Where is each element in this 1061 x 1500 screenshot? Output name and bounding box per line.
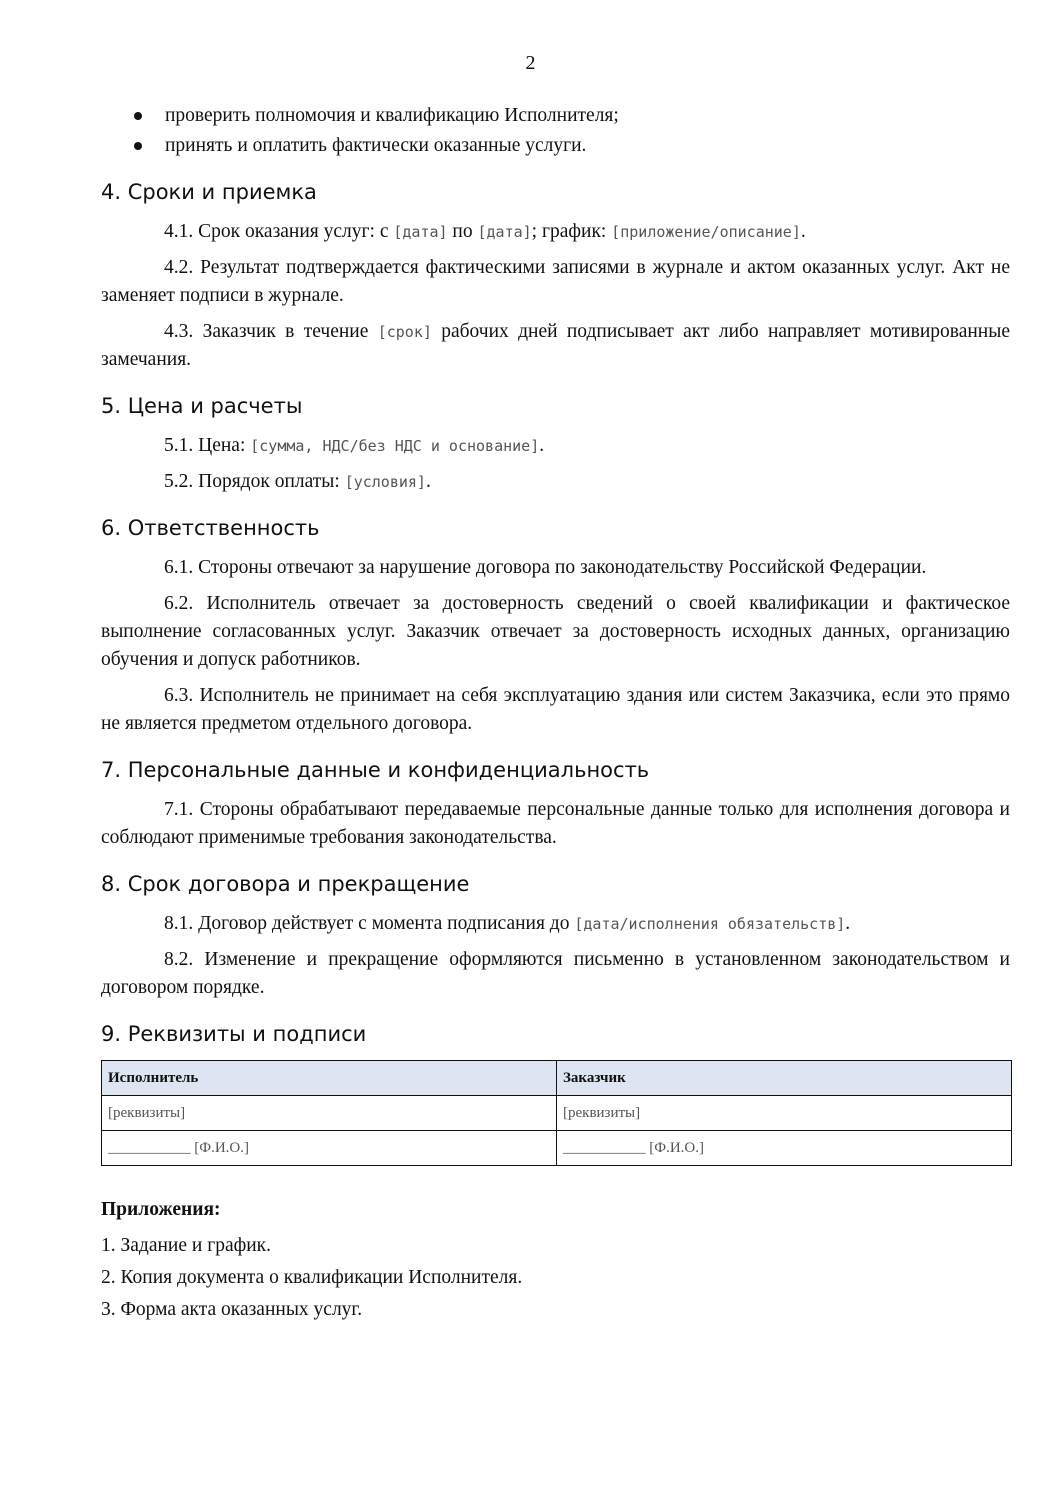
placeholder-text: [приложение/описание] xyxy=(611,223,801,241)
table-row xyxy=(102,1061,1012,1096)
bullet-icon xyxy=(134,142,142,150)
annexes xyxy=(101,1196,1010,1324)
contract-sections xyxy=(101,178,1010,1002)
customer-signature-line: ___________ [Ф.И.О.] xyxy=(557,1131,1012,1166)
list-item xyxy=(101,102,1010,130)
list-item: 2. Копия документа о квалификации Исполнителя. xyxy=(101,1267,523,1288)
customer-header: Заказчик xyxy=(557,1061,1012,1096)
list-item: 1. Задание и график. xyxy=(101,1235,272,1256)
clause-text: 6.3. Исполнитель не принимает на себя эксплуатацию здания или систем Заказчика, если это прямо не является предметом отдельного договора. xyxy=(101,685,1010,734)
list-item-text: принять и оплатить фактически оказанные услуги. xyxy=(165,135,587,156)
clause-text: 4.2. Результат подтверждается фактическими записями в журнале и актом оказанных услуг. Акт не заменяет подписи в журнале. xyxy=(101,257,1010,306)
list-item xyxy=(101,132,1010,160)
clause-text: 5.2. Порядок оплаты: xyxy=(164,471,345,492)
clause-paragraph xyxy=(101,590,1010,674)
clause-text: . xyxy=(425,471,431,492)
contractor-header: Исполнитель xyxy=(102,1061,557,1096)
section-heading: 8. Срок договора и прекращение xyxy=(101,872,470,896)
placeholder-text: [дата] xyxy=(477,223,532,241)
clause-paragraph xyxy=(101,468,1010,496)
contractor-details: [реквизиты] xyxy=(102,1096,557,1131)
list-item: 3. Форма акта оказанных услуг. xyxy=(101,1299,363,1320)
clause-paragraph xyxy=(101,432,1010,460)
clause-text: 7.1. Стороны обрабатывают передаваемые персональные данные только для исполнения договора и соблюдают применимые требования законодательства. xyxy=(101,799,1010,848)
clause-text: 6.2. Исполнитель отвечает за достоверность сведений о своей квалификации и фактическое выполнение согласованных услуг. Заказчик отвечает за достоверность исходных данных, организацию обучения и допуск работников. xyxy=(101,593,1010,670)
table-row xyxy=(102,1096,1012,1131)
clause-paragraph xyxy=(101,554,1010,582)
placeholder-text: [дата/исполнения обязательств] xyxy=(574,915,846,933)
clause-paragraph xyxy=(101,318,1010,374)
clause-paragraph xyxy=(101,218,1010,246)
placeholder-text: [условия] xyxy=(344,473,426,491)
section-heading: 4. Сроки и приемка xyxy=(101,180,317,204)
signatures-table xyxy=(101,1060,1012,1166)
section-heading: 7. Персональные данные и конфиденциальность xyxy=(101,758,650,782)
clause-text: 8.1. Договор действует с момента подписания до xyxy=(164,913,575,934)
clause-paragraph xyxy=(101,682,1010,738)
clause-text: 4.3. Заказчик в течение xyxy=(164,321,378,342)
table-row xyxy=(102,1131,1012,1166)
clause-text: ; график: xyxy=(531,221,612,242)
annexes-title: Приложения: xyxy=(101,1199,221,1220)
placeholder-text: [срок] xyxy=(377,323,432,341)
customer-details: [реквизиты] xyxy=(557,1096,1012,1131)
document-body xyxy=(101,102,1010,1328)
clause-text: 5.1. Цена: xyxy=(164,435,251,456)
clause-text: 8.2. Изменение и прекращение оформляются письменно в установленном законодательством и договором порядке. xyxy=(101,949,1010,998)
annexes-list xyxy=(101,1232,1010,1324)
clause-text: . xyxy=(800,221,806,242)
obligations-list xyxy=(101,102,1010,160)
clause-text: . xyxy=(845,913,851,934)
clause-text: рабочих дней подписывает акт либо направляет мотивированные замечания. xyxy=(101,321,1010,370)
clause-paragraph xyxy=(101,254,1010,310)
clause-text: по xyxy=(447,221,478,242)
section-heading: 5. Цена и расчеты xyxy=(101,394,303,418)
list-item-text: проверить полномочия и квалификацию Исполнителя; xyxy=(165,105,619,126)
placeholder-text: [дата] xyxy=(393,223,448,241)
clause-text: 4.1. Срок оказания услуг: с xyxy=(164,221,394,242)
page-number: 2 xyxy=(525,52,536,74)
section-heading: 6. Ответственность xyxy=(101,516,320,540)
clause-text: . xyxy=(539,435,545,456)
clause-text: 6.1. Стороны отвечают за нарушение договора по законодательству Российской Федерации. xyxy=(164,557,927,578)
clause-paragraph xyxy=(101,796,1010,852)
section-heading-signatures: 9. Реквизиты и подписи xyxy=(101,1022,367,1046)
clause-paragraph xyxy=(101,910,1010,938)
placeholder-text: [сумма, НДС/без НДС и основание] xyxy=(250,437,540,455)
contractor-signature-line: ___________ [Ф.И.О.] xyxy=(102,1131,557,1166)
clause-paragraph xyxy=(101,946,1010,1002)
bullet-icon xyxy=(134,112,142,120)
